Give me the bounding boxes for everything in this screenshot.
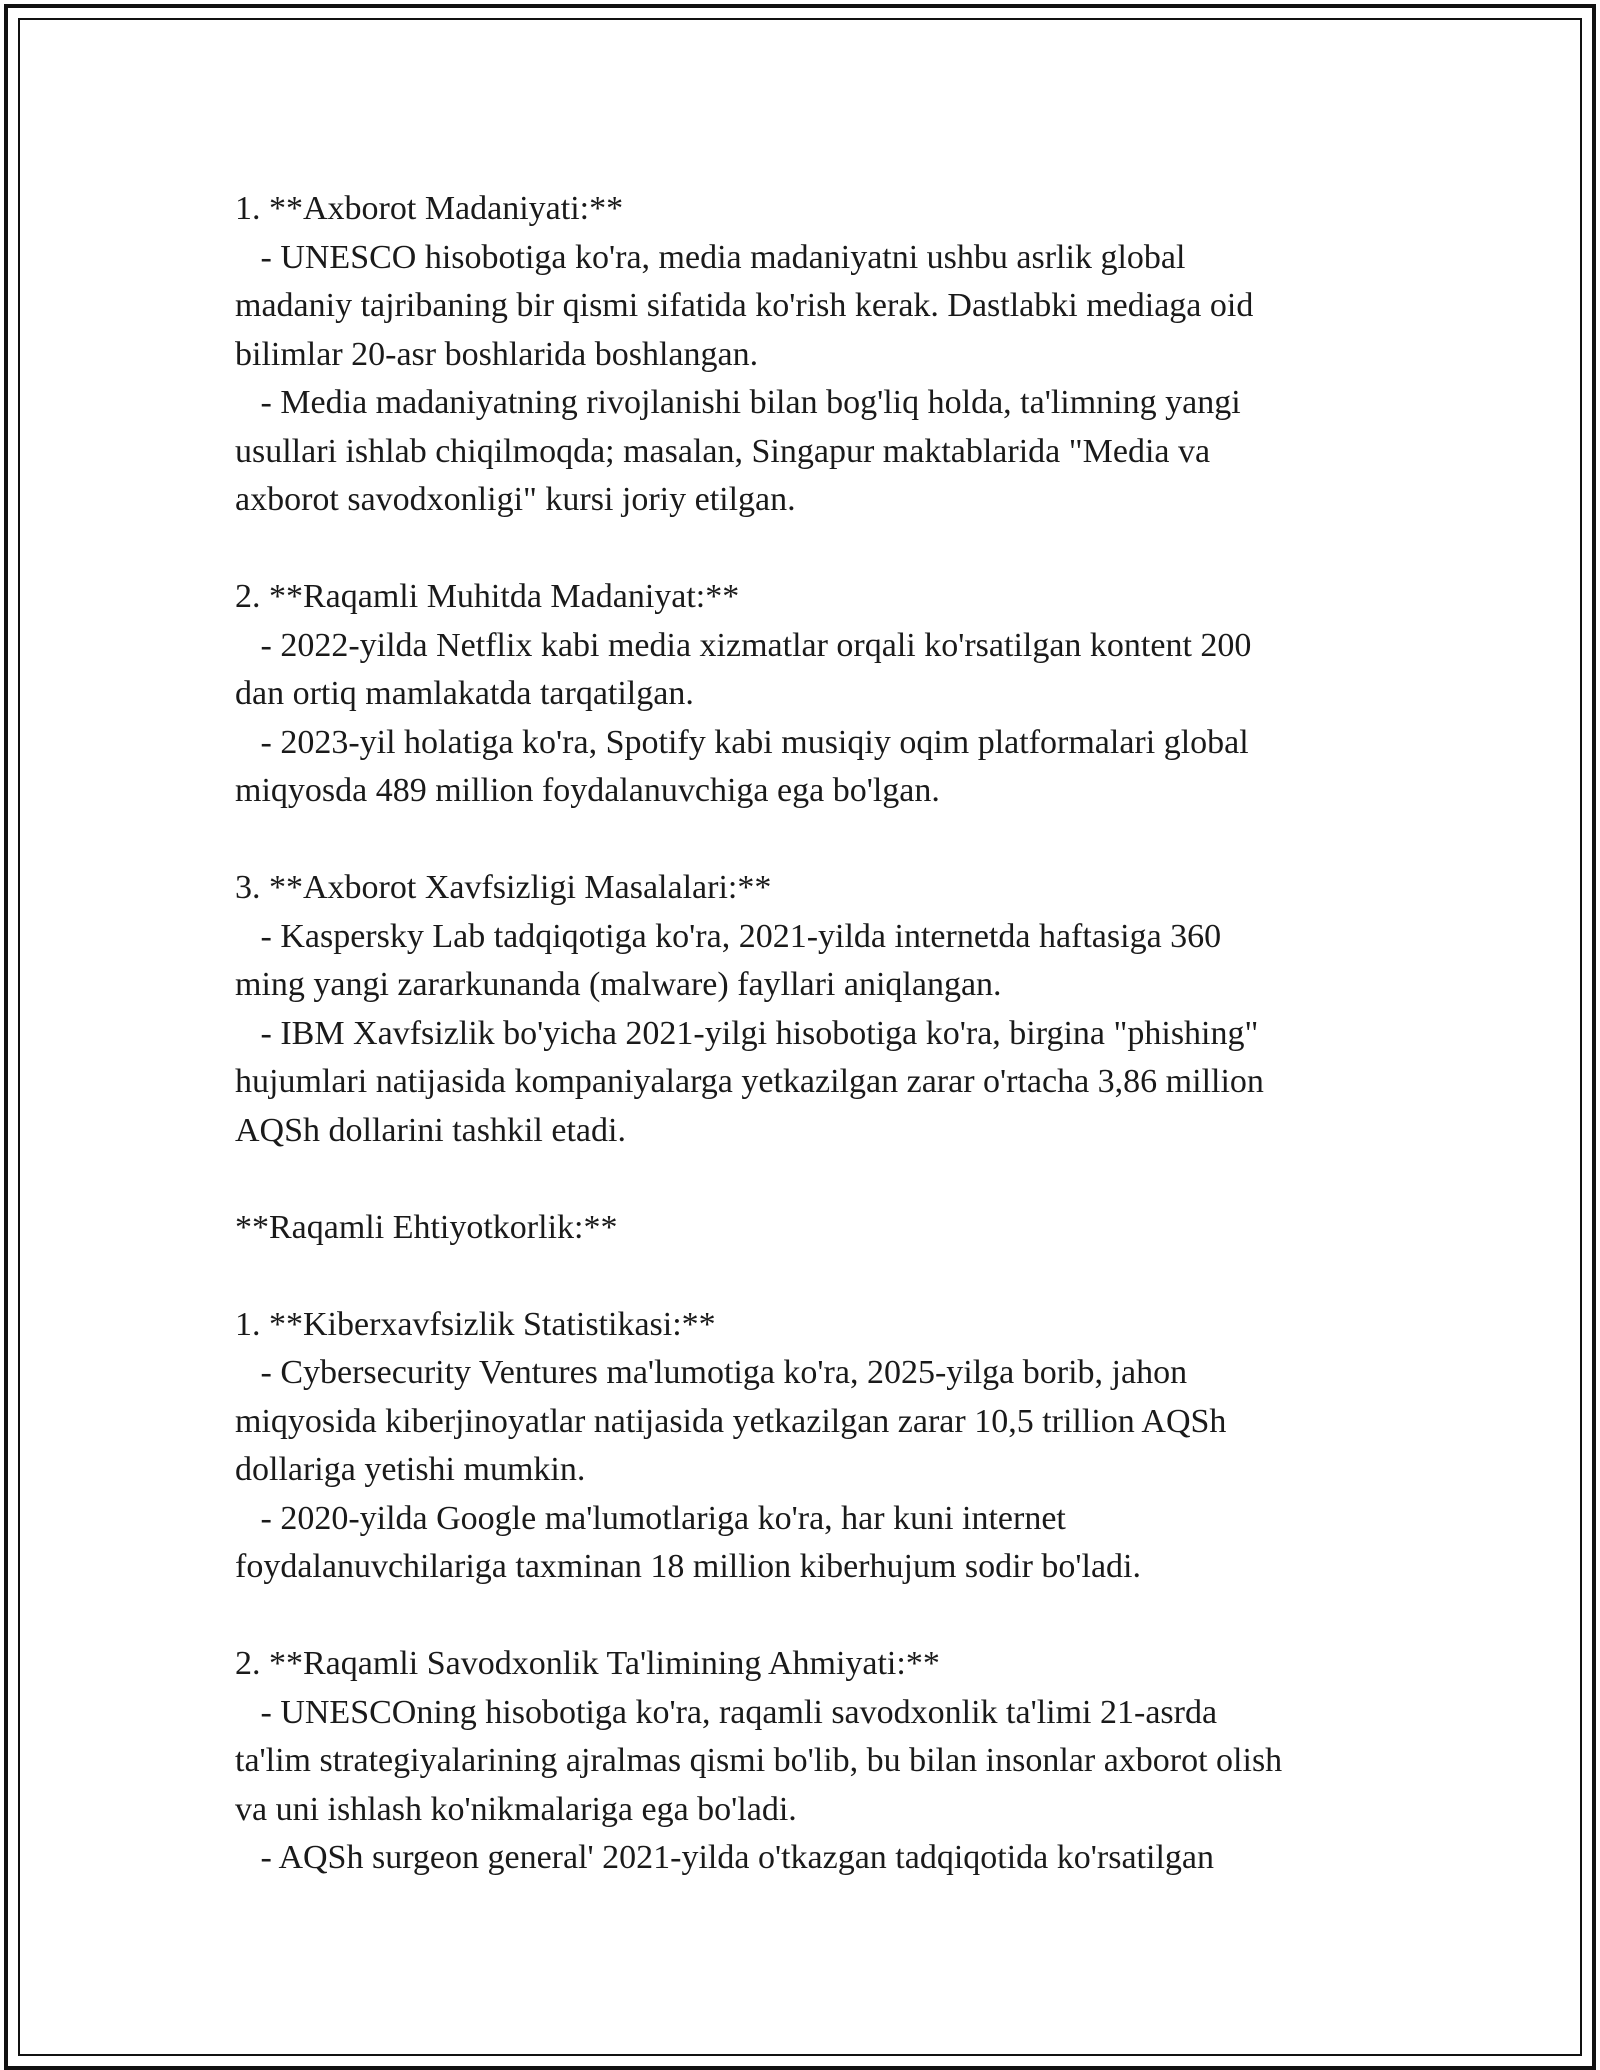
- text-line: bilimlar 20-asr boshlarida boshlangan.: [235, 335, 759, 373]
- blank-line: [235, 1592, 1385, 1641]
- text-line: - 2022-yilda Netflix kabi media xizmatlar orqali ko'rsatilgan kontent 200: [235, 626, 1252, 664]
- text-line: hujumlari natijasida kompaniyalarga yetkazilgan zarar o'rtacha 3,86 million: [235, 1063, 1264, 1100]
- text-line: ming yangi zararkunanda (malware) fayllari aniqlangan.: [235, 966, 1002, 1003]
- document-body: [235, 185, 1385, 1883]
- text-line: usullari ishlab chiqilmoqda; masalan, Singapur maktablarida "Media va: [235, 432, 1211, 470]
- text-line: dan ortiq mamlakatda tarqatilgan.: [235, 675, 694, 712]
- text-line: miqyosda 489 million foydalanuvchiga ega bo'lgan.: [235, 772, 940, 809]
- heading-axborot-madaniyati: 1. **Axborot Madaniyati:**: [235, 190, 624, 227]
- section-heading-raqamli-ehtiyotkorlik: **Raqamli Ehtiyotkorlik:**: [235, 1208, 618, 1246]
- text-line: madaniy tajribaning bir qismi sifatida ko'rish kerak. Dastlabki mediaga oid: [235, 287, 1254, 324]
- blank-line: [235, 816, 1385, 865]
- text-line: miqyosida kiberjinoyatlar natijasida yetkazilgan zarar 10,5 trillion AQSh: [235, 1402, 1227, 1440]
- heading-axborot-xavfsizligi: 3. **Axborot Xavfsizligi Masalalari:**: [235, 869, 772, 906]
- text-line: - Kaspersky Lab tadqiqotiga ko'ra, 2021-yilda internetda haftasiga 360: [235, 917, 1222, 955]
- text-line: - 2020-yilda Google ma'lumotlariga ko'ra, har kuni internet: [235, 1499, 1066, 1537]
- text-line: AQSh dollarini tashkil etadi.: [235, 1111, 626, 1149]
- heading-kiberxavfsizlik-statistikasi: 1. **Kiberxavfsizlik Statistikasi:**: [235, 1305, 716, 1343]
- text-line: - Media madaniyatning rivojlanishi bilan bog'liq holda, ta'limning yangi: [235, 384, 1241, 421]
- text-line: foydalanuvchilariga taxminan 18 million kiberhujum sodir bo'ladi.: [235, 1548, 1141, 1585]
- text-line: dollariga yetishi mumkin.: [235, 1451, 586, 1488]
- text-line: va uni ishlash ko'nikmalariga ega bo'ladi.: [235, 1790, 797, 1828]
- text-line: axborot savodxonligi" kursi joriy etilgan.: [235, 481, 796, 518]
- heading-raqamli-muhitda-madaniyat: 2. **Raqamli Muhitda Madaniyat:**: [235, 578, 740, 615]
- text-line: - UNESCOning hisobotiga ko'ra, raqamli savodxonlik ta'limi 21-asrda: [235, 1693, 1218, 1731]
- text-line: - IBM Xavfsizlik bo'yicha 2021-yilgi hisobotiga ko'ra, birgina "phishing": [235, 1014, 1259, 1052]
- text-line: - 2023-yil holatiga ko'ra, Spotify kabi musiqiy oqim platformalari global: [235, 723, 1249, 761]
- text-line: - Cybersecurity Ventures ma'lumotiga ko'ra, 2025-yilga borib, jahon: [235, 1354, 1188, 1391]
- blank-line: [235, 1252, 1385, 1301]
- text-line: - AQSh surgeon general' 2021-yilda o'tkazgan tadqiqotida ko'rsatilgan: [235, 1839, 1214, 1876]
- blank-line: [235, 1155, 1385, 1204]
- blank-line: [235, 525, 1385, 574]
- heading-raqamli-savodxonlik: 2. **Raqamli Savodxonlik Ta'limining Ahmiyati:**: [235, 1645, 940, 1682]
- text-line: - UNESCO hisobotiga ko'ra, media madaniyatni ushbu asrlik global: [235, 238, 1186, 276]
- text-line: ta'lim strategiyalarining ajralmas qismi bo'lib, bu bilan insonlar axborot olish: [235, 1742, 1283, 1779]
